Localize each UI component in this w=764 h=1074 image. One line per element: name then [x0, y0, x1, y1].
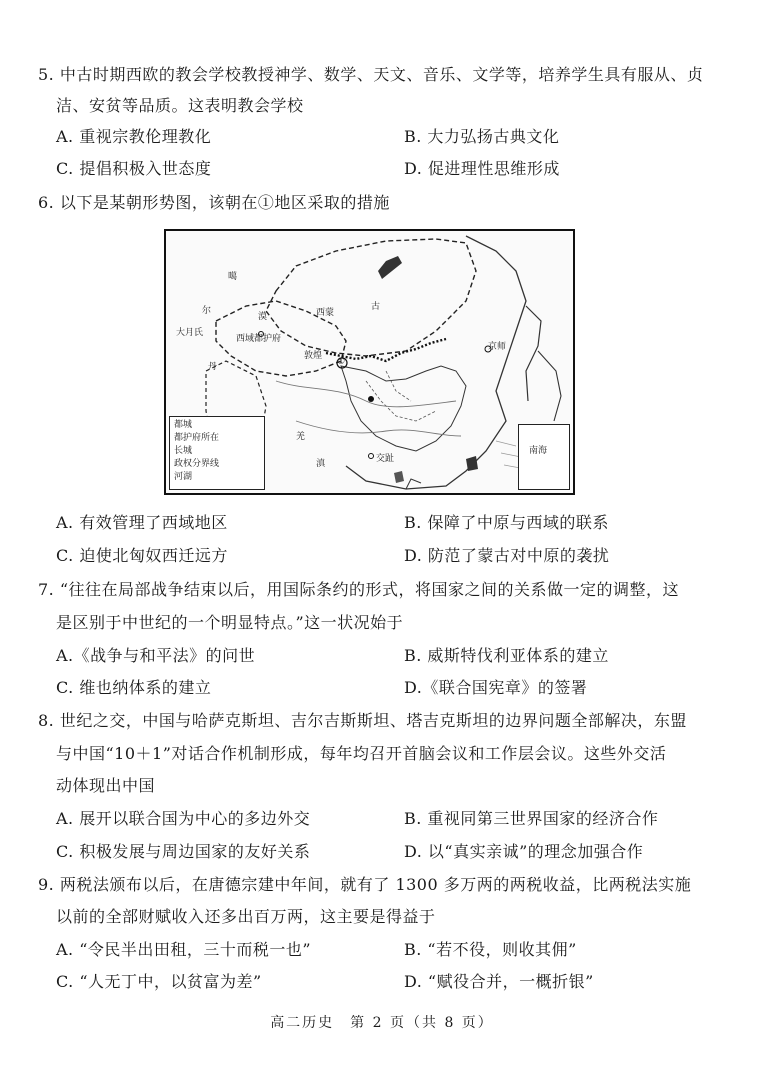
- map-label: 噶: [228, 272, 238, 282]
- page-footer: 高二历史 第 2 页（共 8 页）: [270, 1015, 494, 1031]
- q7-option-d[interactable]: D.《联合国宪章》的签署: [404, 678, 588, 697]
- q7-option-c[interactable]: C. 维也纳体系的建立: [56, 678, 212, 697]
- map-inset: [518, 424, 570, 490]
- map-label: 大月氏: [176, 328, 204, 338]
- q7-option-a[interactable]: A.《战争与和平法》的问世: [56, 646, 256, 665]
- q9-stem-line-1: 9. 两税法颁布以后，在唐德宗建中年间，就有了 1300 多万两的两税收益，比两税法实施: [38, 875, 692, 894]
- q8-option-d[interactable]: D. 以“真实亲诚”的理念加强合作: [404, 842, 644, 861]
- q5-option-c[interactable]: C. 提倡积极入世态度: [56, 159, 212, 178]
- map-label: 西蒙: [316, 308, 335, 318]
- q6-option-a[interactable]: A. 有效管理了西域地区: [56, 513, 228, 532]
- q8-option-c[interactable]: C. 积极发展与周边国家的友好关系: [56, 842, 311, 861]
- map-label: 交趾: [376, 454, 395, 464]
- legend-capital: 都城: [174, 420, 193, 430]
- q8-stem-line-1: 8. 世纪之交，中国与哈萨克斯坦、吉尔吉斯斯坦、塔吉克斯坦的边界问题全部解决，东盟: [38, 711, 687, 730]
- map-label: 漠: [258, 312, 268, 322]
- map-label: 丹: [208, 362, 218, 372]
- q9-stem-line-2: 以前的全部财赋收入还多出百万两，这主要是得益于: [56, 907, 436, 926]
- legend-protectorate: 都护府所在: [174, 433, 220, 443]
- q5-option-d[interactable]: D. 促进理性思维形成: [404, 159, 560, 178]
- q9-option-b[interactable]: B. “若不役，则收其佣”: [404, 940, 577, 959]
- q8-stem-line-3: 动体现出中国: [56, 776, 156, 795]
- q6-stem-line-1: 6. 以下是某朝形势图，该朝在①地区采取的措施: [38, 193, 390, 212]
- q5-stem-line-1: 5. 中古时期西欧的教会学校教授神学、数学、天文、音乐、文学等，培养学生具有服从、贞: [38, 65, 704, 84]
- legend-great-wall: 长城: [174, 446, 193, 456]
- map-legend: [169, 416, 265, 490]
- q5-option-a[interactable]: A. 重视宗教伦理教化: [56, 127, 212, 146]
- legend-river: 河湖: [174, 472, 193, 482]
- map-label: 京师: [488, 342, 507, 352]
- q6-option-b[interactable]: B. 保障了中原与西域的联系: [404, 513, 609, 532]
- map-label: 羌: [296, 432, 306, 442]
- q7-option-b[interactable]: B. 威斯特伐利亚体系的建立: [404, 646, 609, 665]
- q7-stem-line-2: 是区别于中世纪的一个明显特点。”这一状况始于: [56, 613, 404, 632]
- q5-option-b[interactable]: B. 大力弘扬古典文化: [404, 127, 560, 146]
- inset-label: 南海: [529, 446, 548, 456]
- map-label: 西域都护府: [236, 334, 282, 344]
- q9-option-c[interactable]: C. “人无丁中，以贫富为差”: [56, 972, 262, 991]
- q5-stem-line-2: 洁、安贫等品质。这表明教会学校: [56, 96, 304, 115]
- historical-map: [164, 229, 575, 495]
- map-label: 古: [371, 302, 381, 312]
- legend-border: 政权分界线: [174, 459, 220, 469]
- q9-option-d[interactable]: D. “赋役合并，一概折银”: [404, 972, 594, 991]
- map-label: 敦煌: [304, 351, 323, 361]
- map-label: 滇: [316, 459, 326, 469]
- q9-option-a[interactable]: A. “令民半出田租，三十而税一也”: [56, 940, 312, 959]
- q7-stem-line-1: 7. “往往在局部战争结束以后，用国际条约的形式，将国家之间的关系做一定的调整，这: [38, 580, 680, 599]
- q8-option-a[interactable]: A. 展开以联合国为中心的多边外交: [56, 809, 311, 828]
- q8-option-b[interactable]: B. 重视同第三世界国家的经济合作: [404, 809, 659, 828]
- q6-option-c[interactable]: C. 迫使北匈奴西迁远方: [56, 546, 228, 565]
- map-label: 尔: [202, 306, 212, 316]
- q6-option-d[interactable]: D. 防范了蒙古对中原的袭扰: [404, 546, 610, 565]
- map-label: ①: [337, 357, 346, 367]
- q8-stem-line-2: 与中国“10＋1”对话合作机制形成，每年均召开首脑会议和工作层会议。这些外交活: [56, 744, 667, 763]
